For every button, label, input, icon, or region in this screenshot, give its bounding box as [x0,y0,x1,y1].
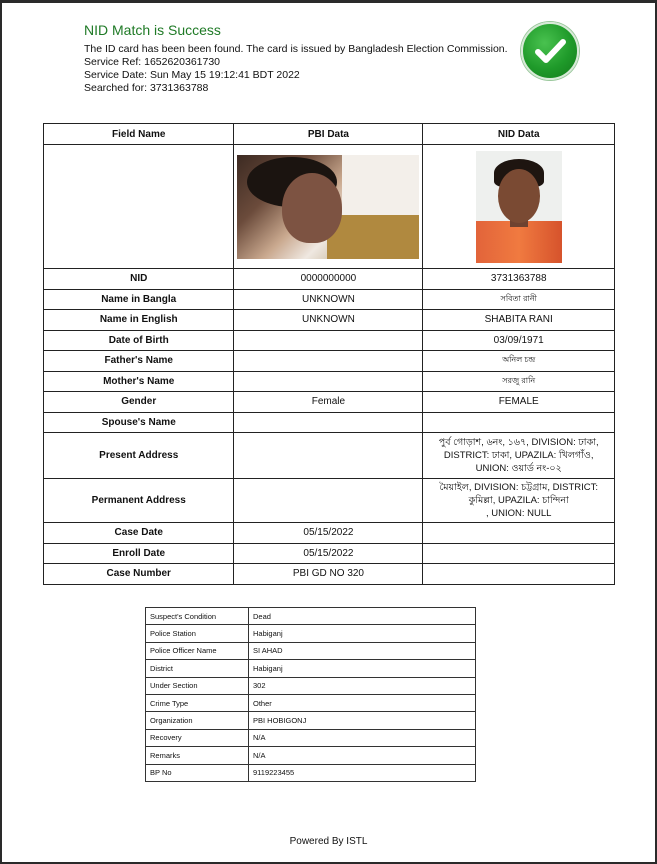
pbi-photo-cell [234,145,423,269]
field-label: Present Address [44,433,234,479]
pbi-value [234,412,423,433]
table-row [44,564,615,585]
pbi-photo [237,155,419,259]
address-line: পুর্ব গোড়াশ, ৬নং, ১৬৭, DIVISION: ঢাকা, [438,437,599,448]
address-line: , UNION: NULL [485,508,552,519]
case-label: BP No [146,764,249,781]
column-header-nid: NID Data [423,124,615,145]
pbi-value: PBI GD NO 320 [234,564,423,585]
service-date: Service Date: Sun May 15 19:12:41 BDT 2022 [84,69,300,81]
photo-field-cell [44,145,234,269]
field-label: Name in Bangla [44,289,234,310]
table-row [44,523,615,544]
nid-value [423,543,615,564]
check-circle-icon [521,22,579,80]
result-header [84,22,524,95]
table-header-row [44,124,615,145]
case-value: Dead [249,608,476,625]
table-row [44,351,615,372]
case-label: Suspect's Condition [146,608,249,625]
case-value: N/A [249,747,476,764]
case-value: PBI HOBIGONJ [249,712,476,729]
field-label: Father's Name [44,351,234,372]
table-row [44,330,615,351]
case-value: Habiganj [249,660,476,677]
nid-value: 3731363788 [423,269,615,290]
table-row [146,694,476,711]
table-row [44,433,615,479]
field-label: NID [44,269,234,290]
field-label: Spouse's Name [44,412,234,433]
nid-value: SHABITA RANI [423,310,615,331]
nid-present-address [423,433,615,479]
field-label: Mother's Name [44,371,234,392]
address-line: DISTRICT: ঢাকা, UPAZILA: খিলগাঁও, [443,450,594,461]
case-value: 9119223455 [249,764,476,781]
case-label: Police Station [146,625,249,642]
pbi-value [234,330,423,351]
table-row [44,543,615,564]
field-label: Name in English [44,310,234,331]
table-row [44,371,615,392]
nid-value: 03/09/1971 [423,330,615,351]
nid-value: অনিল চন্দ্র [423,351,615,372]
nid-value [423,523,615,544]
issuer-note: The ID card has been been found. The card is issued by Bangladesh Election Commission. [84,43,508,55]
case-value: Habiganj [249,625,476,642]
nid-value [423,412,615,433]
table-row [44,289,615,310]
pbi-value: Female [234,392,423,413]
field-label: Enroll Date [44,543,234,564]
pbi-value: UNKNOWN [234,310,423,331]
table-row [44,479,615,523]
table-row [146,764,476,781]
field-label: Permanent Address [44,479,234,523]
nid-value [423,564,615,585]
field-label: Date of Birth [44,330,234,351]
table-row [44,392,615,413]
pbi-value [234,371,423,392]
column-header-field: Field Name [44,124,234,145]
field-label: Gender [44,392,234,413]
match-title: NID Match is Success [84,22,221,38]
table-row [44,269,615,290]
case-details-table [145,607,476,782]
nid-photo-cell [423,145,615,269]
table-row [146,642,476,659]
pbi-value: 05/15/2022 [234,543,423,564]
address-line: মৈয়াইল, DIVISION: চট্টগ্রাম, DISTRICT: [439,482,599,493]
table-row [146,712,476,729]
photo-row [44,145,615,269]
pbi-value: UNKNOWN [234,289,423,310]
address-line: UNION: ওয়ার্ড নং-০২ [475,463,562,474]
pbi-value: 05/15/2022 [234,523,423,544]
table-row [146,625,476,642]
case-label: Recovery [146,729,249,746]
case-value: SI AHAD [249,642,476,659]
table-row [44,310,615,331]
searched-for: Searched for: 3731363788 [84,82,209,94]
comparison-table [43,123,615,585]
nid-value: সরজু রানি [423,371,615,392]
nid-permanent-address [423,479,615,523]
case-label: Remarks [146,747,249,764]
pbi-value [234,433,423,479]
table-row [146,747,476,764]
nid-photo [476,151,562,263]
field-label: Case Date [44,523,234,544]
table-row [44,412,615,433]
pbi-value: 0000000000 [234,269,423,290]
case-label: Police Officer Name [146,642,249,659]
column-header-pbi: PBI Data [234,124,423,145]
case-value: Other [249,694,476,711]
service-ref: Service Ref: 1652620361730 [84,56,221,68]
powered-by-footer: Powered By ISTL [289,836,368,847]
case-label: Crime Type [146,694,249,711]
case-label: District [146,660,249,677]
case-label: Organization [146,712,249,729]
field-label: Case Number [44,564,234,585]
case-value: N/A [249,729,476,746]
case-value: 302 [249,677,476,694]
pbi-value [234,479,423,523]
case-label: Under Section [146,677,249,694]
table-row [146,660,476,677]
table-row [146,677,476,694]
nid-value: সবিতা রানী [423,289,615,310]
table-row [146,608,476,625]
nid-value: FEMALE [423,392,615,413]
pbi-value [234,351,423,372]
address-line: কুমিল্লা, UPAZILA: চান্দিনা [468,495,569,506]
table-row [146,729,476,746]
